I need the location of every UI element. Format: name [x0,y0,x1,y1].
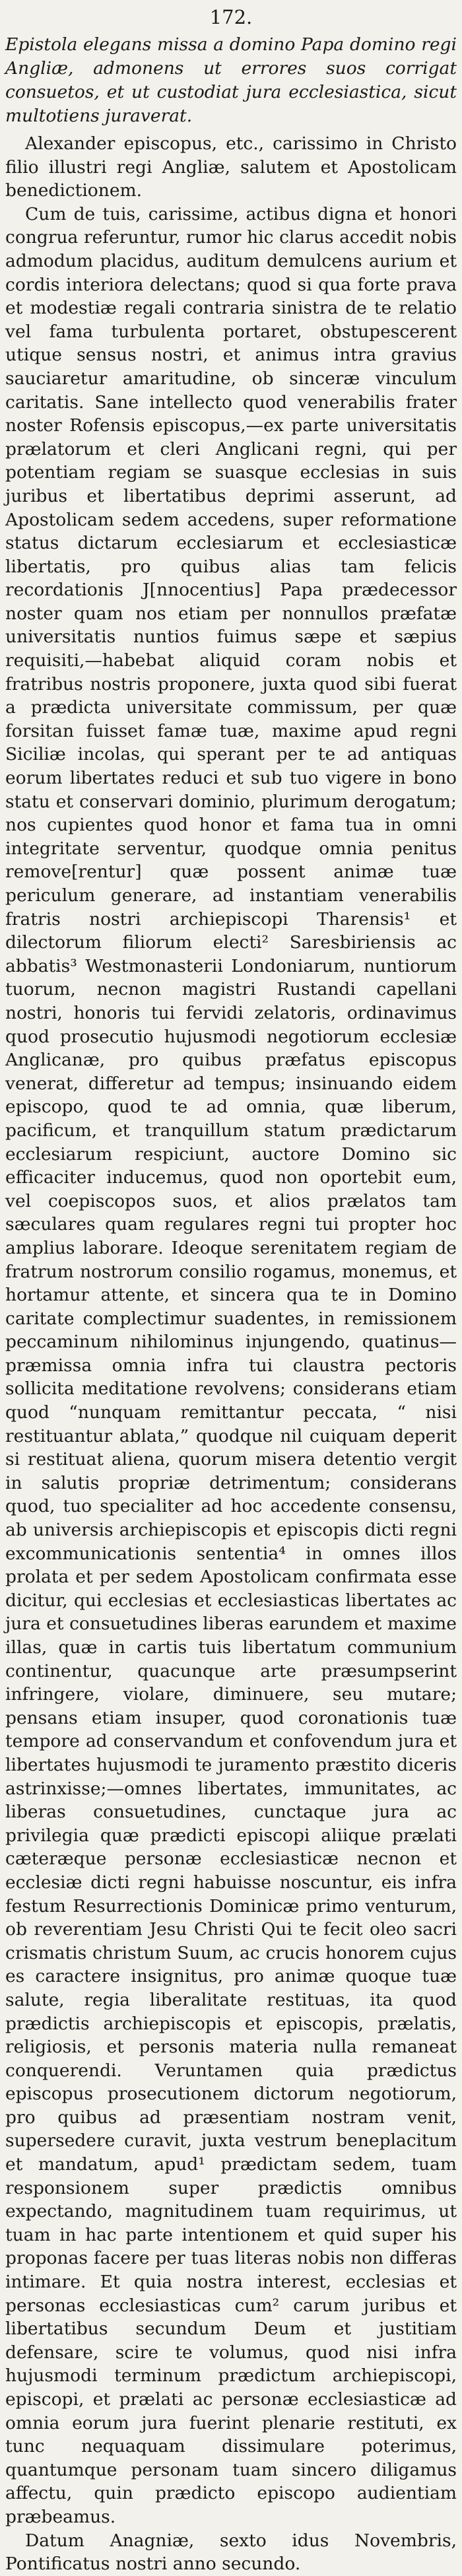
page-number: 172. [209,6,253,28]
letter-heading: Epistola elegans missa a domino Papa domino regi Angliæ, admonens ut errores suos corrigat consuetos, et ut custodiat jura ecclesiastica, sicut multotiens juraverat. [5,34,457,126]
letter-body-paragraph: Cum de tuis, carissime, actibus digna et honori congrua referuntur, rumor hic clarus accedit nobis admodum placidus, auditum demulcens aurium et cordis interiora delectans; quod si qua forte prava et modestiæ regali contraria sinistra de te relatio vel fama turbulenta portaret, obstupescerent utique sensus nostri, et animus intra gravius sauciaretur amaritudine, ob sinceræ vinculum caritatis. Sane intellecto quod venerabilis frater noster Rofensis episcopus,—ex parte universitatis prælatorum et cleri Anglicani regni, qui per potentiam regiam se suasque ecclesias in suis juribus et libertatibus deprimi asserunt, ad Apostolicam sedem accedens, super reformatione status dictarum ecclesiarum et ecclesiasticæ libertatis, pro quibus alias tam felicis recordationis J[nnocentius] Papa prædecessor noster quam nos etiam per nonnullos præfatæ universitatis nuntios fuimus sæpe et sæpius requisiti,—habebat aliquid coram nobis et fratribus nostris proponere, juxta quod sibi fuerat a prædicta universitate commissum, per quæ forsitan fuisset famæ tuæ, maxime apud regni Siciliæ incolas, qui sperant per te ad antiquas eorum libertates reduci et sub tuo vigere in bono statu et conservari dominio, plurimum derogatum; nos cupientes quod honor et fama tua in omni integritate serventur, quodque omnia penitus remove[rentur] quæ possent animæ tuæ periculum generare, ad instantiam venerabilis fratris nostri archiepiscopi Tharensis¹ et dilectorum filiorum electi² Saresbiriensis ac abbatis³ Westmonasterii Londoniarum, nuntiorum tuorum, necnon magistri Rustandi capellani nostri, honoris tui fervidi zelatoris, ordinavimus quod prosecutio hujusmodi negotiorum ecclesiæ Anglicanæ, pro quibus præfatus episcopus venerat, differetur ad tempus; insinuando eidem episcopo, quod te ad omnia, quæ liberum, pacificum, et tranquillum statum prædictarum ecclesiarum respiciunt, auctore Domino sic efficaciter inducemus, quod non oportebit eum, vel coepiscopos suos, et alios prælatos tam sæculares quam regulares regni tui propter hoc amplius laborare. Ideoque serenitatem regiam de fratrum nostrorum consilio rogamus, monemus, et hortamur attente, et sincera qua te in Domino caritate complectimur suadentes, in remissionem peccaminum nihilominus injungendo, quatinus—præmissa omnia infra tui claustra pectoris sollicita meditatione revolvens; considerans etiam quod “nunquam remittantur peccata, “ nisi restituantur ablata,” quodque nil cuiquam deperit si restituat aliena, quorum misera detentio vergit in salutis propriæ detrimentum; considerans quod, tuo specialiter ad hoc accedente consensu, ab universis archiepiscopis et episcopis dicti regni excommunicationis sententia⁴ in omnes illos prolata et per sedem Apostolicam confirmata esse dicitur, qui ecclesias et ecclesiasticas libertates ac jura et consuetudines liberas earundem et maxime illas, quæ in cartis tuis libertatum communium continentur, quacunque arte præsumpserint infringere, violare, diminuere, seu mutare; pensans etiam insuper, quod coronationis tuæ tempore ad conservandum et confovendum jura et libertates hujusmodi te juramento præstito diceris astrinxisse;—omnes libertates, immunitates, ac liberas consuetudines, cunctaque jura ac privilegia quæ prædicti episcopi aliique prælati cæteræque personæ ecclesiasticæ necnon et ecclesiæ dicti regni habuisse noscuntur, eis infra festum Resurrectionis Dominicæ primo venturum, ob reverentiam Jesu Christi Qui te fecit oleo sacri crismatis christum Suum, ac crucis honorem cujus es caractere insignitus, pro animæ quoque tuæ salute, regia liberalitate restituas, ita quod prædictis archiepiscopis et episcopis, prælatis, religiosis, et personis materia nulla remaneat conquerendi. Veruntamen quia prædictus episcopus prosecutionem dictorum negotiorum, pro quibus ad præsentiam nostram venit, supersedere curavit, juxta vestrum beneplacitum et mandatum, apud¹ prædictam sedem, tuam responsionem super prædictis omnibus expectando, magnitudinem tuam requirimus, ut tuam in hac parte intentionem et quid super his proponas facere per tuas literas nobis non differas intimare. Et quia nostra interest, ecclesias et personas ecclesiasticas cum² carum juribus et libertatibus secundum Deum et justitiam defensare, scire te volumus, quod nisi infra hujusmodi terminum prædictum archiepiscopi, episcopi, et prælati ac personæ ecclesiasticæ ad omnia eorum jura fuerint plenarie restituti, ex tunc nequaquam dissimulare poterimus, quantumque personam tuam sincero diligamus affectu, quin prædicto episcopo audientiam præbeamus. [5,203,457,2527]
dating-clause: Datum Anagniæ, sexto idus Novembris, Pontificatus nostri anno secundo. [5,2530,457,2575]
salutation-paragraph: Alexander episcopus, etc., carissimo in Christo filio illustri regi Angliæ, salutem et Apostolicam benedictionem. [5,133,457,201]
